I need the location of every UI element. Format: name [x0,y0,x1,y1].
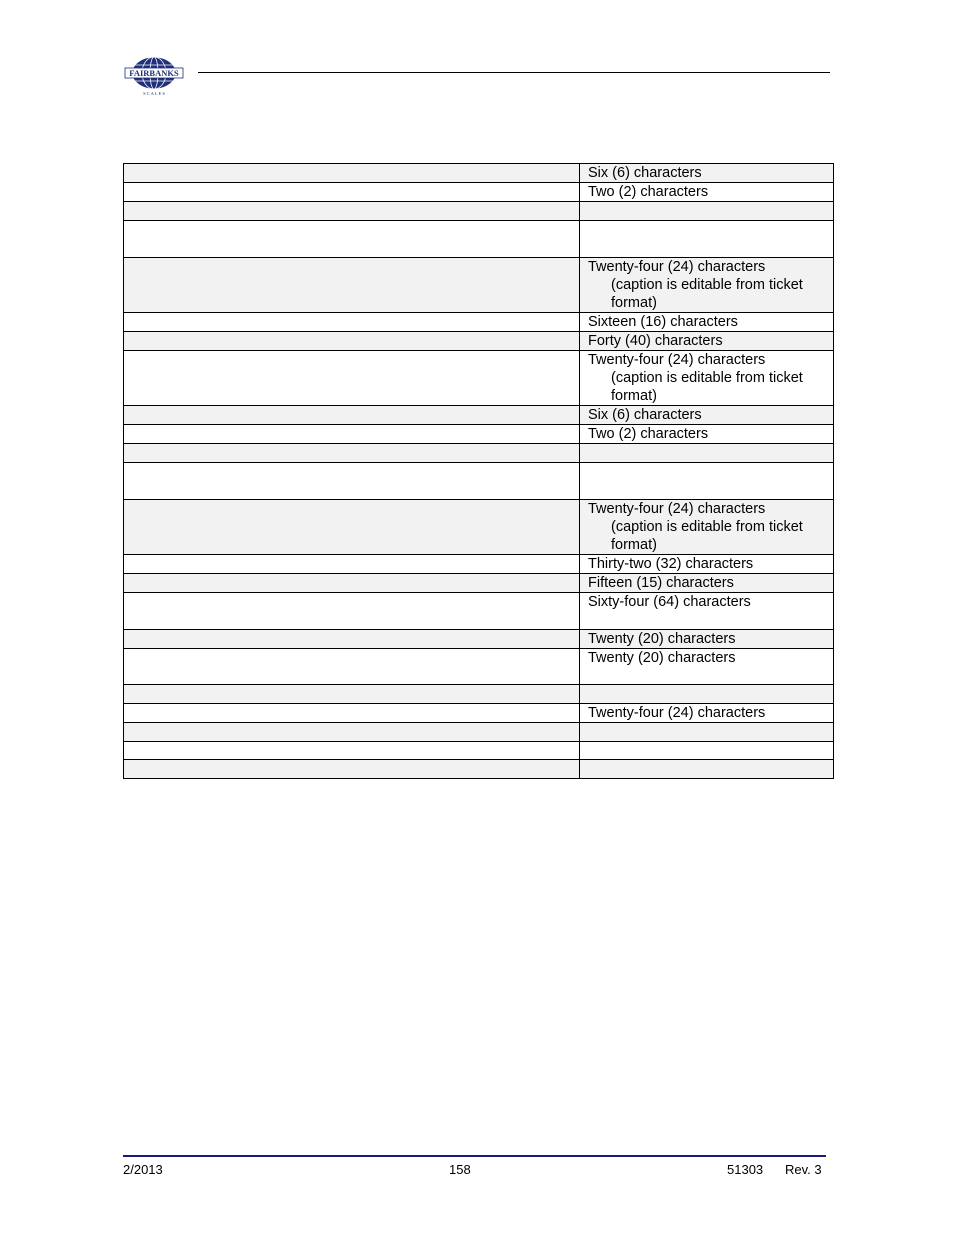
table-row [124,760,834,779]
table-row [124,742,834,760]
field-name-cell [124,630,580,649]
table-row [124,332,834,351]
logo-sub-text: S C A L E S [143,91,165,96]
table-row [124,444,834,463]
table-row [124,685,834,704]
field-length-cell [580,649,834,685]
table-row [124,202,834,221]
table-row [124,574,834,593]
field-length-cell [580,183,834,202]
table-row [124,258,834,313]
field-name-cell [124,555,580,574]
field-name-cell [124,723,580,742]
field-length: Sixteen (16) characters [588,314,738,330]
field-length-cell [580,313,834,332]
table-row [124,555,834,574]
field-caption-note: (caption is editable from ticket format) [611,519,803,553]
table-row [124,221,834,258]
field-length-cell [580,425,834,444]
table-row [124,164,834,183]
field-name-cell [124,202,580,221]
field-length-cell [580,444,834,463]
table-row [124,183,834,202]
field-length: Six (6) characters [588,407,702,423]
logo-brand-text: FAIRBANKS [129,68,179,78]
field-length-cell [580,574,834,593]
table-row [124,406,834,425]
field-name-cell [124,760,580,779]
field-length: Two (2) characters [588,426,709,442]
fairbanks-logo [124,55,184,97]
table-row [124,593,834,630]
document-number: 51303 [727,1162,764,1177]
field-name-cell [124,649,580,685]
footer-divider [123,1155,826,1157]
field-length-cell [580,202,834,221]
field-name-cell [124,258,580,313]
table-row [124,500,834,555]
field-length: Twenty (20) characters [588,631,736,647]
field-name-cell [124,685,580,704]
field-length-cell [580,630,834,649]
header-divider [198,72,830,73]
field-length: Twenty-four (24) characters [588,705,766,721]
field-length-cell [580,164,834,183]
table-row [124,723,834,742]
field-name-cell [124,704,580,723]
field-length-cell [580,555,834,574]
field-length-cell [580,685,834,704]
field-name-cell [124,463,580,500]
table-row [124,463,834,500]
field-length: Twenty-four (24) characters [588,501,766,517]
field-length-cell [580,332,834,351]
field-length: Two (2) characters [588,184,709,200]
field-length: Twenty (20) characters [588,650,736,666]
field-length: Fifteen (15) characters [588,575,734,591]
field-name-cell [124,164,580,183]
field-name-cell [124,500,580,555]
field-length-cell [580,351,834,406]
spec-table [123,163,834,779]
field-length-cell [580,723,834,742]
field-name-cell [124,593,580,630]
field-length-cell [580,463,834,500]
field-length-cell [580,258,834,313]
field-caption-note: (caption is editable from ticket format) [611,277,803,311]
field-length-cell [580,760,834,779]
page-number: 158 [449,1162,471,1177]
field-name-cell [124,351,580,406]
field-caption-note: (caption is editable from ticket format) [611,370,803,404]
field-length: Twenty-four (24) characters [588,352,766,368]
field-length: Thirty-two (32) characters [588,556,754,572]
field-name-cell [124,444,580,463]
field-name-cell [124,742,580,760]
field-name-cell [124,574,580,593]
field-name-cell [124,406,580,425]
field-length: Forty (40) characters [588,333,723,349]
field-length-cell [580,500,834,555]
field-length-cell [580,221,834,258]
field-length-cell [580,593,834,630]
field-name-cell [124,332,580,351]
field-length-cell [580,406,834,425]
field-length: Sixty-four (64) characters [588,594,751,610]
field-length-cell [580,742,834,760]
field-name-cell [124,425,580,444]
table-row [124,704,834,723]
field-name-cell [124,183,580,202]
table-row [124,425,834,444]
revision-label: Rev. 3 [785,1162,822,1177]
footer-date: 2/2013 [123,1162,163,1177]
table-row [124,313,834,332]
field-length: Six (6) characters [588,165,702,181]
field-length: Twenty-four (24) characters [588,259,766,275]
field-name-cell [124,313,580,332]
table-row [124,630,834,649]
table-row [124,351,834,406]
field-name-cell [124,221,580,258]
table-row [124,649,834,685]
field-length-cell [580,704,834,723]
